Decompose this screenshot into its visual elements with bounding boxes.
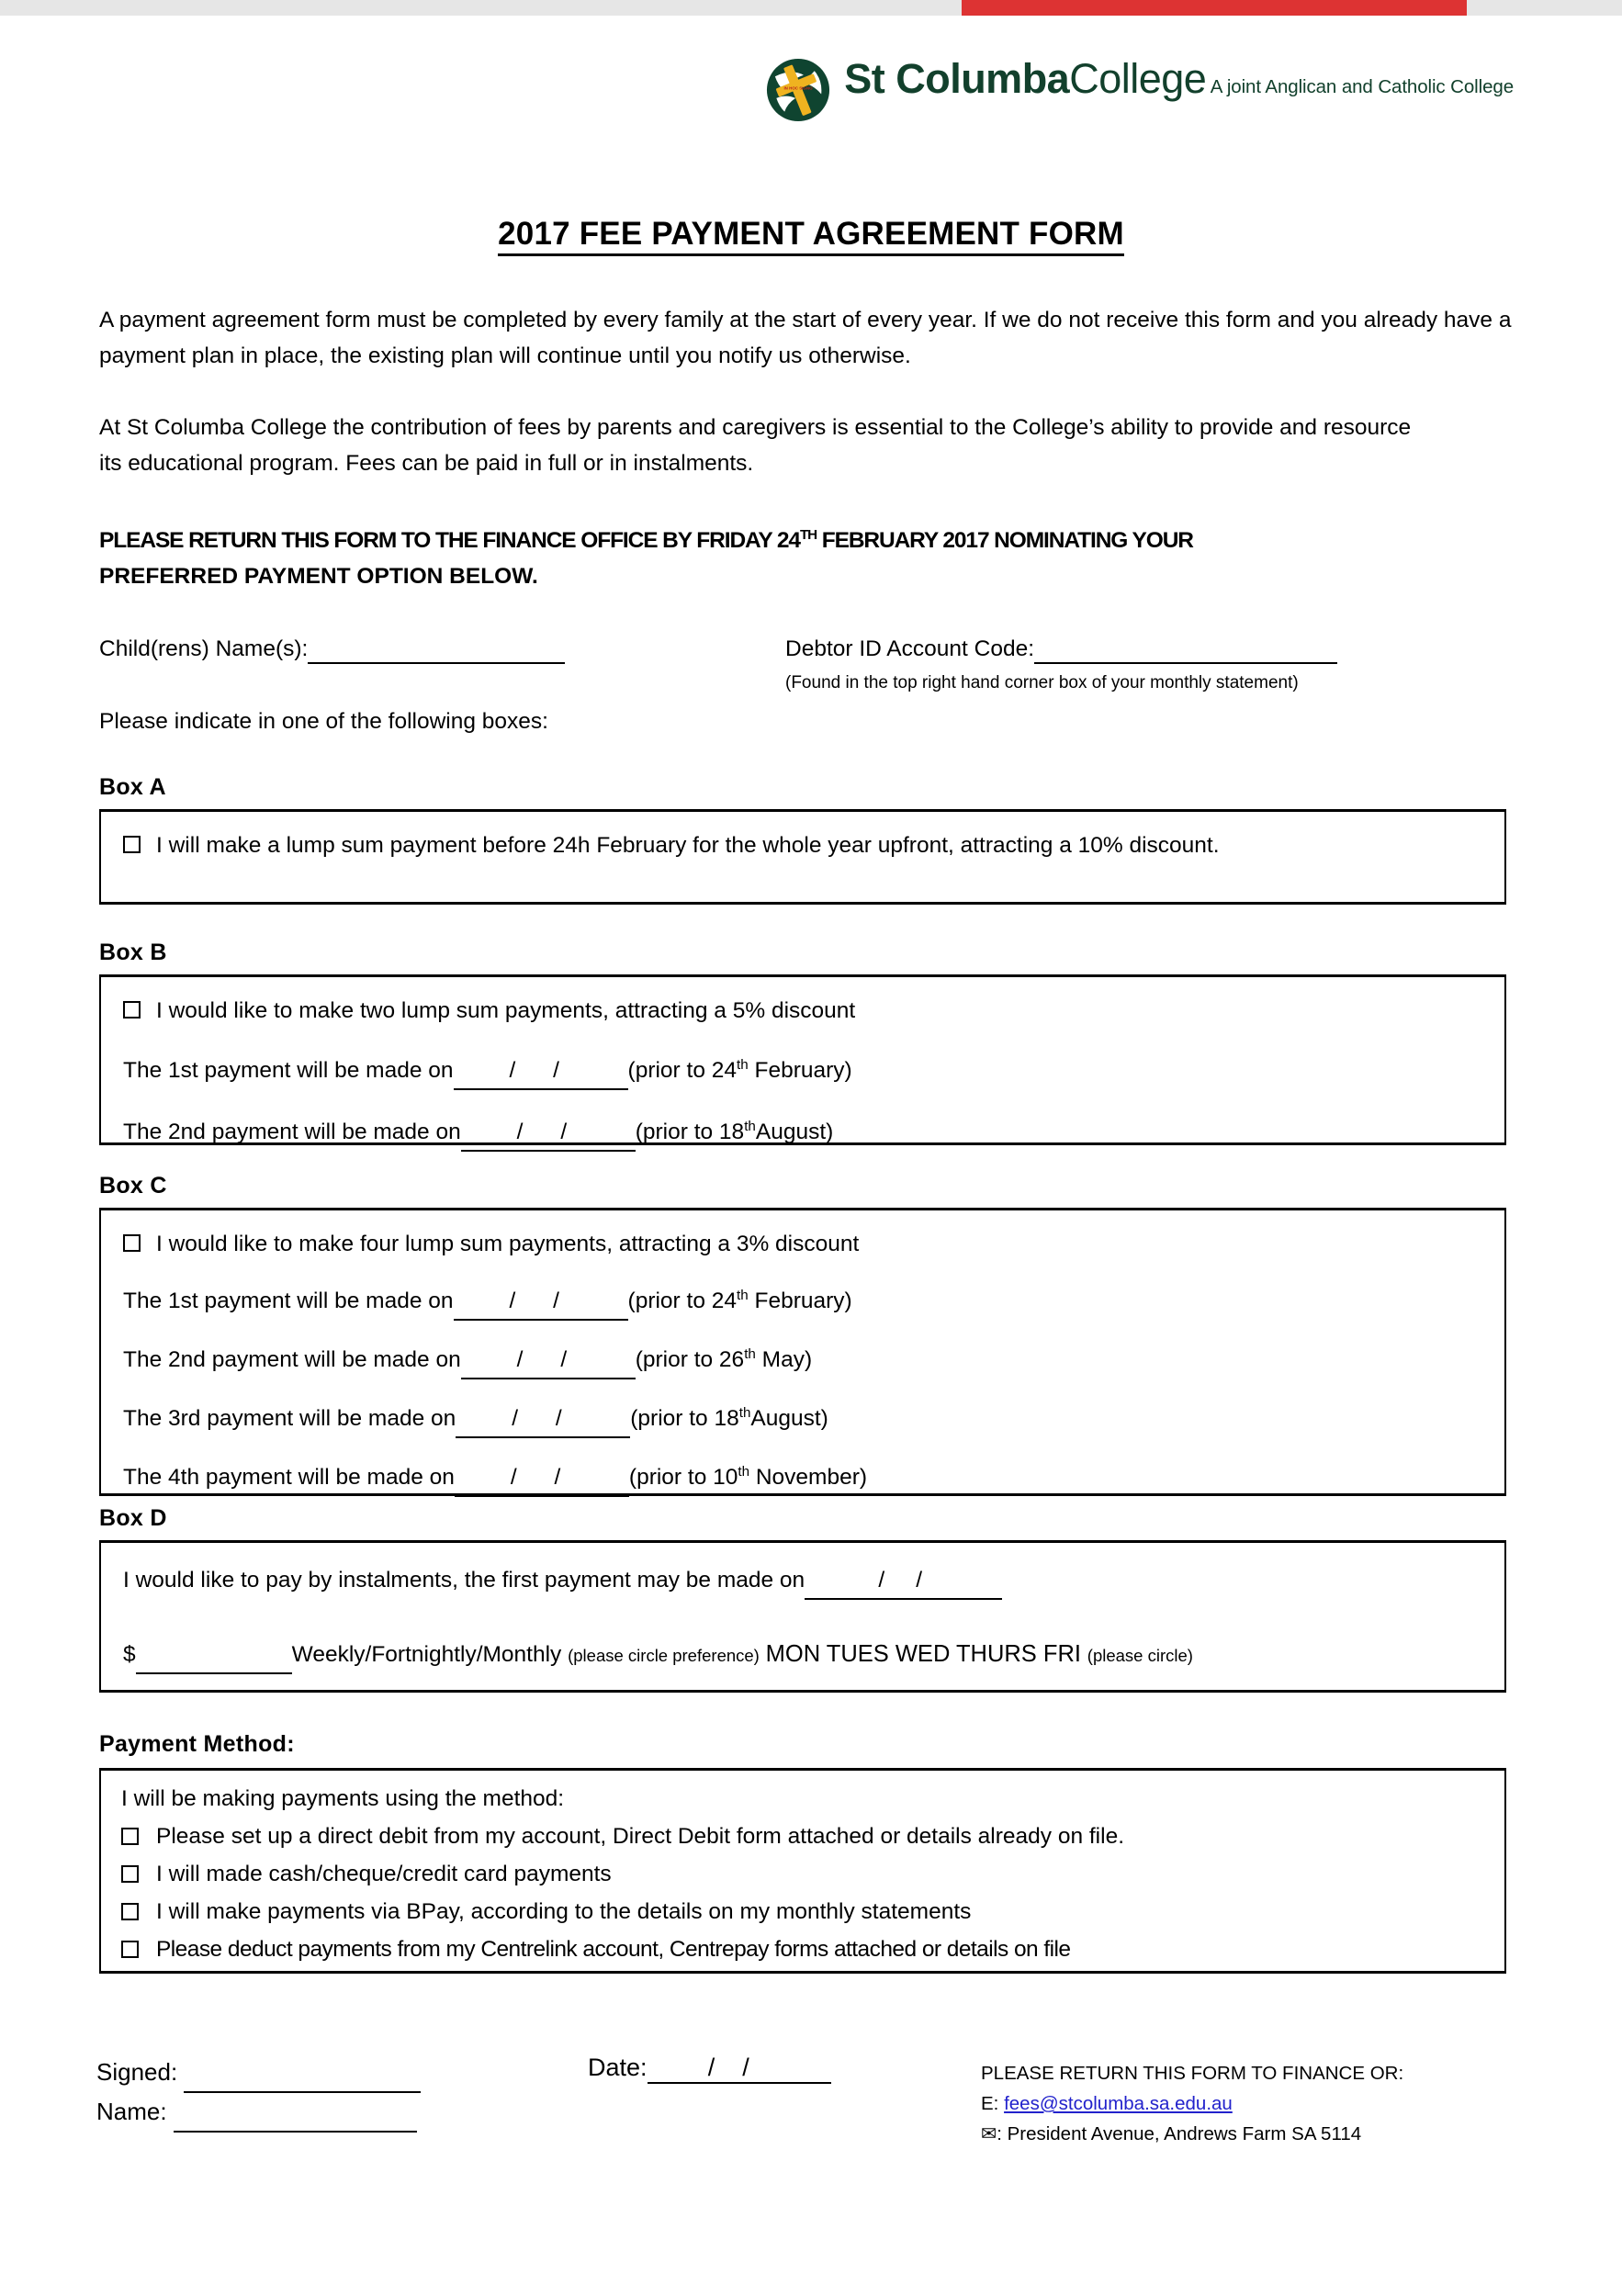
box-c-line2-suffix-b: May) xyxy=(755,1347,813,1372)
box-b-date-input-2[interactable]: / / xyxy=(461,1115,636,1152)
box-c-heading: Box C xyxy=(99,1173,167,1199)
return-address-text: : President Avenue, Andrews Farm SA 5114 xyxy=(997,2123,1362,2144)
return-address-row xyxy=(981,2119,1403,2149)
box-c-date-input-3[interactable]: / / xyxy=(456,1401,630,1438)
return-deadline-line1a: PLEASE RETURN THIS FORM TO THE FINANCE OFFICE BY FRIDAY 24 xyxy=(99,528,800,553)
box-b-line1-prefix: The 1st payment will be made on xyxy=(123,1058,454,1083)
return-email-row xyxy=(981,2088,1403,2119)
box-b-payment-line-2 xyxy=(123,1115,1484,1152)
payment-method-heading: Payment Method: xyxy=(99,1731,295,1757)
name-row xyxy=(96,2093,421,2133)
payment-method-option-bpay: I will make payments via BPay, according to the details on my monthly statements xyxy=(156,1899,972,1924)
payment-method-option-row[interactable] xyxy=(121,1895,1484,1930)
box-c-date-input-4[interactable]: / / xyxy=(455,1460,629,1497)
box-c-date-input-1[interactable]: / / xyxy=(454,1284,628,1321)
debtor-id-input[interactable] xyxy=(1034,636,1337,664)
payment-method-box xyxy=(99,1768,1506,1974)
box-c-date-input-2[interactable]: / / xyxy=(461,1343,636,1379)
payment-method-option-row[interactable] xyxy=(121,1932,1484,1967)
browser-loading-bar-progress xyxy=(962,0,1467,16)
payment-method-option-centrepay: Please deduct payments from my Centrelink account, Centrepay forms attached or details on file xyxy=(156,1937,1071,1962)
payment-method-option-direct-debit: Please set up a direct debit from my account, Direct Debit form attached or details already on file. xyxy=(156,1824,1125,1849)
logo-name-bold: St Columba xyxy=(844,55,1070,102)
box-c-line1-prefix: The 1st payment will be made on xyxy=(123,1289,454,1313)
child-name-input[interactable] xyxy=(308,636,565,664)
box-d-frequency-line xyxy=(123,1637,1484,1674)
checkbox-icon[interactable] xyxy=(123,836,141,853)
box-d-heading: Box D xyxy=(99,1505,167,1531)
box-b-date-input-1[interactable]: / / xyxy=(454,1053,628,1090)
box-a-option-label: I will make a lump sum payment before 24h February for the whole year upfront, attracting a 10% discount. xyxy=(156,833,1220,858)
box-c-payment-line-3 xyxy=(123,1401,1484,1438)
email-link[interactable]: fees@stcolumba.sa.edu.au xyxy=(1004,2093,1233,2114)
payment-method-option-cash-cheque-card: I will made cash/cheque/credit card payments xyxy=(156,1862,612,1886)
return-deadline-line2: PREFERRED PAYMENT OPTION BELOW. xyxy=(99,564,538,589)
checkbox-icon[interactable] xyxy=(123,1001,141,1019)
signed-label: Signed: xyxy=(96,2058,178,2086)
box-c-line3-ordinal: th xyxy=(738,1404,751,1421)
college-logo xyxy=(764,52,1514,124)
logo-name-light: College xyxy=(1069,55,1207,102)
box-b-line2-prefix: The 2nd payment will be made on xyxy=(123,1120,461,1144)
st-columba-emblem-icon xyxy=(764,56,832,124)
box-c-payment-line-1 xyxy=(123,1284,1484,1321)
payment-method-option-row[interactable] xyxy=(121,1857,1484,1892)
child-name-field-row xyxy=(99,636,565,664)
envelope-icon: ✉ xyxy=(981,2123,997,2144)
box-c-line4-suffix-b: November) xyxy=(749,1465,868,1490)
date-block xyxy=(588,2054,831,2084)
intro-paragraph-2: At St Columba College the contribution of fees by parents and caregivers is essential to the College’s ability to provide and resource its educational program. Fees can be paid in full or in instalments. xyxy=(99,415,1412,476)
box-b-line2-suffix-b: August) xyxy=(755,1120,834,1144)
name-label: Name: xyxy=(96,2098,167,2125)
box-d-frequency-options[interactable]: Weekly/Fortnightly/Monthly xyxy=(291,1642,562,1667)
box-d-days-note: (please circle) xyxy=(1087,1646,1193,1665)
box-d-date-input[interactable]: / / xyxy=(805,1563,1002,1600)
box-b-line1-ordinal: th xyxy=(737,1056,749,1073)
box-d xyxy=(99,1540,1506,1693)
box-b-option-row[interactable] xyxy=(123,994,1484,1029)
signature-block xyxy=(96,2054,421,2133)
box-b-line1-suffix-a: (prior to 24 xyxy=(627,1058,737,1083)
checkbox-icon[interactable] xyxy=(121,1941,139,1958)
box-b-heading: Box B xyxy=(99,940,167,965)
box-c-line2-ordinal: th xyxy=(744,1345,756,1362)
date-label: Date: xyxy=(588,2054,648,2081)
signed-row xyxy=(96,2054,421,2093)
box-c-option-label: I would like to make four lump sum payments, attracting a 3% discount xyxy=(156,1232,860,1256)
checkbox-icon[interactable] xyxy=(121,1828,139,1845)
box-d-dollar-sign: $ xyxy=(123,1642,136,1667)
checkbox-icon[interactable] xyxy=(121,1865,139,1883)
box-c-option-row[interactable] xyxy=(123,1227,1484,1262)
box-a xyxy=(99,809,1506,905)
box-c-line1-ordinal: th xyxy=(737,1287,749,1303)
box-b-line2-suffix-a: (prior to 18 xyxy=(635,1120,745,1144)
box-c-line1-suffix-b: February) xyxy=(748,1289,852,1313)
box-c-line3-suffix-a: (prior to 18 xyxy=(630,1406,739,1431)
debtor-id-label: Debtor ID Account Code: xyxy=(785,636,1035,661)
box-d-amount-input[interactable] xyxy=(136,1638,292,1674)
box-c-line3-prefix: The 3rd payment will be made on xyxy=(123,1406,456,1431)
debtor-id-field-row xyxy=(785,636,1337,664)
box-c-line4-prefix: The 4th payment will be made on xyxy=(123,1465,455,1490)
debtor-id-hint: (Found in the top right hand corner box of your monthly statement) xyxy=(785,673,1299,692)
logo-tagline: A joint Anglican and Catholic College xyxy=(1210,76,1514,97)
box-d-line1-label: I would like to pay by instalments, the first payment may be made on xyxy=(123,1568,805,1593)
browser-loading-bar-track xyxy=(0,0,1622,16)
box-c-line4-suffix-a: (prior to 10 xyxy=(628,1465,738,1490)
svg-text:IN HOC SIGNO: IN HOC SIGNO xyxy=(783,85,813,91)
box-b-line1-suffix-b: February) xyxy=(748,1058,852,1083)
box-a-option-row[interactable] xyxy=(123,828,1484,863)
box-c-line2-prefix: The 2nd payment will be made on xyxy=(123,1347,461,1372)
return-deadline-notice xyxy=(99,523,1503,594)
return-instructions-heading: PLEASE RETURN THIS FORM TO FINANCE OR: xyxy=(981,2063,1404,2084)
return-deadline-line1b: FEBRUARY 2017 NOMINATING YOUR xyxy=(817,528,1193,553)
document-page xyxy=(0,16,1622,2296)
date-input[interactable]: / / xyxy=(648,2054,831,2084)
child-name-label: Child(rens) Name(s): xyxy=(99,636,309,661)
intro-paragraph-1: A payment agreement form must be completed by every family at the start of every year. If we do not receive this form and you already have a payment plan in place, the existing plan will continue until you notify us otherwise. xyxy=(99,308,1512,368)
box-c-payment-line-4 xyxy=(123,1460,1484,1497)
box-d-frequency-note: (please circle preference) xyxy=(568,1646,760,1665)
box-c-payment-line-2 xyxy=(123,1343,1484,1379)
box-b-payment-line-1 xyxy=(123,1053,1484,1090)
box-b xyxy=(99,974,1506,1145)
return-deadline-ordinal: TH xyxy=(799,526,817,543)
checkbox-icon[interactable] xyxy=(121,1903,139,1920)
checkbox-icon[interactable] xyxy=(123,1234,141,1252)
page-title xyxy=(0,216,1622,253)
box-b-line2-ordinal: th xyxy=(744,1118,756,1134)
page-title-text: 2017 FEE PAYMENT AGREEMENT FORM xyxy=(498,216,1124,256)
box-b-option-label: I would like to make two lump sum payments, attracting a 5% discount xyxy=(156,998,856,1023)
return-instructions-block xyxy=(981,2058,1403,2149)
signed-input[interactable] xyxy=(184,2054,421,2093)
box-c xyxy=(99,1208,1506,1496)
name-input[interactable] xyxy=(174,2093,417,2133)
indicate-instruction: Please indicate in one of the following boxes: xyxy=(99,709,548,734)
box-d-instalment-line xyxy=(123,1563,1484,1600)
logo-title xyxy=(844,55,1206,102)
payment-method-lead: I will be making payments using the method: xyxy=(121,1786,565,1811)
box-d-day-options[interactable]: MON TUES WED THURS FRI xyxy=(765,1641,1081,1667)
box-c-line4-ordinal: th xyxy=(738,1463,750,1480)
payment-method-option-row[interactable] xyxy=(121,1819,1484,1854)
box-c-line2-suffix-a: (prior to 26 xyxy=(635,1347,745,1372)
email-prefix-label: E: xyxy=(981,2093,1005,2114)
box-c-line1-suffix-a: (prior to 24 xyxy=(627,1289,737,1313)
logo-wordmark xyxy=(844,52,1514,100)
box-a-heading: Box A xyxy=(99,774,166,800)
box-c-line3-suffix-b: August) xyxy=(750,1406,828,1431)
